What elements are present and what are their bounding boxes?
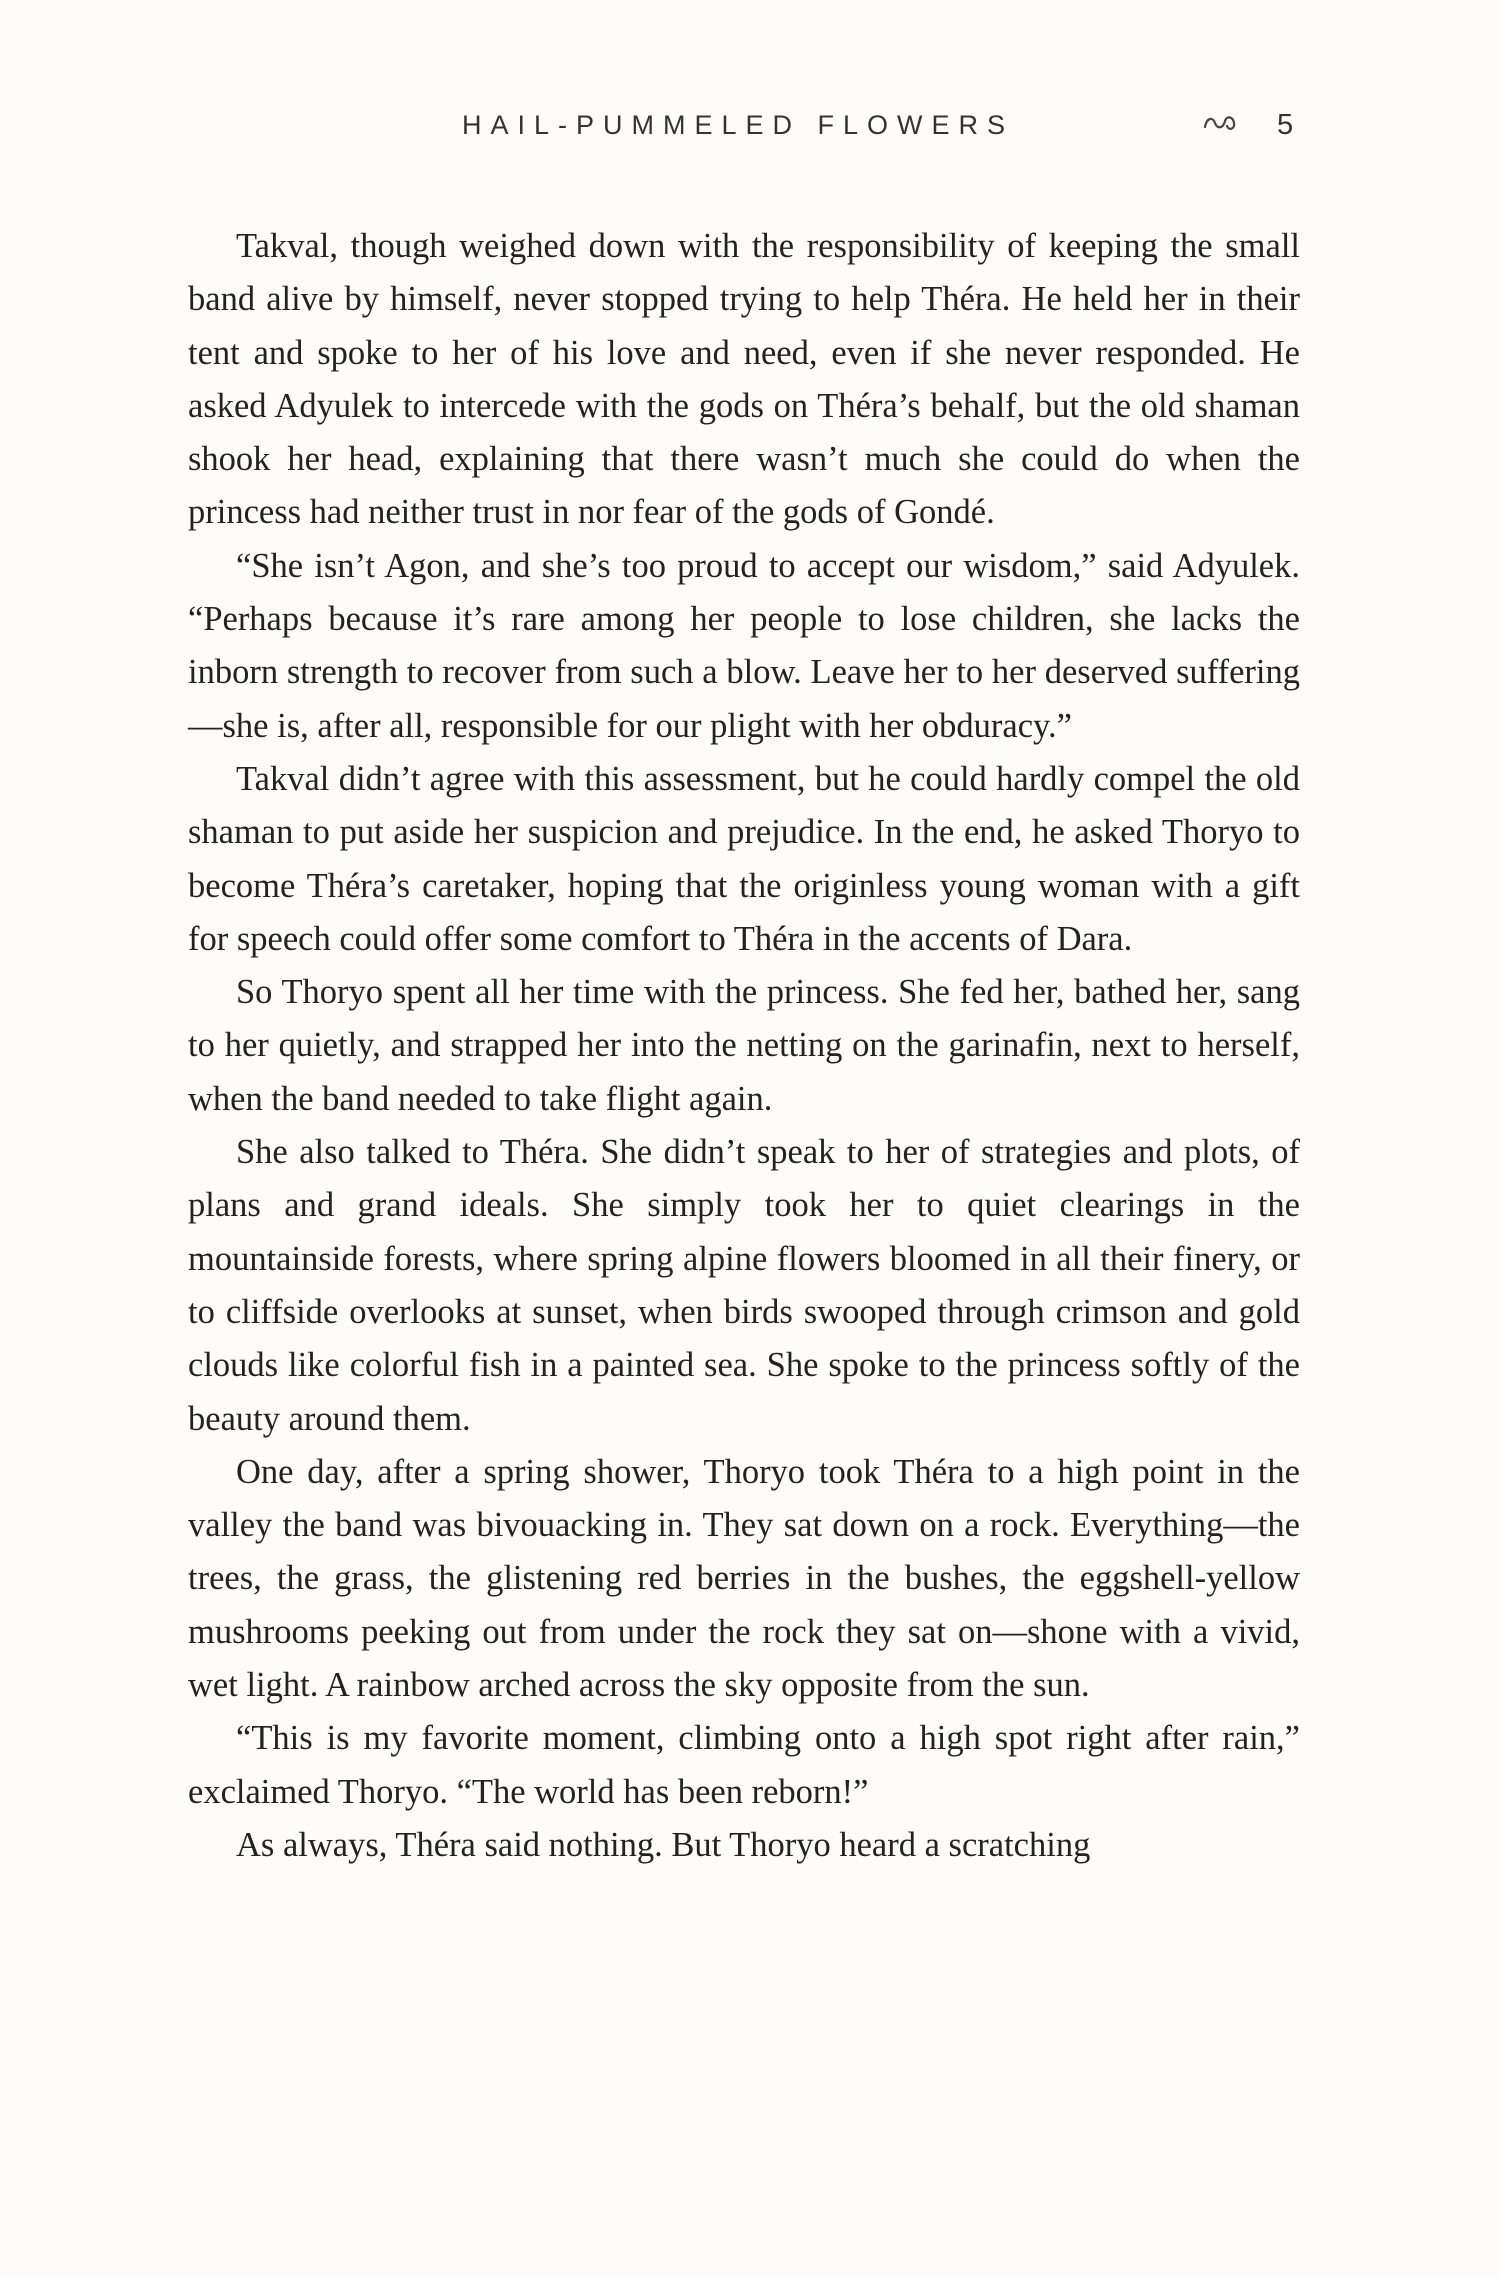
paragraph: One day, after a spring shower, Thoryo took Théra to a high point in the valley the band was bivouacking in. They sat down on a rock. Everything—the trees, the grass, the glistening red berries in the bushes, the eggshell-yellow mushrooms peeking out from under the rock they sat on—shone with a vivid, wet light. A rainbow arched across the sky opposite from the sun.: [188, 1452, 1300, 1705]
paragraph: “This is my favorite moment, climbing onto a high spot right after rain,” exclaimed Thoryo. “The world has been reborn!”: [188, 1719, 1300, 1811]
paragraph: Takval, though weighed down with the responsibility of keeping the small band alive by himself, never stopped trying to help Théra. He held her in their tent and spoke to her of his love and need, even if she never responded. He asked Adyulek to intercede with the gods on Théra’s behalf, but the old shaman shook her head, explaining that there wasn’t much she could do when the princess had neither trust in nor fear of the gods of Gondé.: [188, 227, 1300, 532]
paragraph: Takval didn’t agree with this assessment, but he could hardly compel the old shaman to put aside her suspicion and prejudice. In the end, he asked Thoryo to become Théra’s caretaker, hoping that the originless young woman with a gift for speech could offer some comfort to Théra in the accents of Dara.: [188, 759, 1300, 958]
body-text: [188, 220, 1300, 1872]
flourish-icon: [1203, 111, 1237, 135]
paragraph: “She isn’t Agon, and she’s too proud to accept our wisdom,” said Adyulek. “Perhaps because it’s rare among her people to lose children, she lacks the inborn strength to recover from such a blow. Leave her to her deserved suffering—she is, after all, responsible for our plight with her obduracy.”: [188, 546, 1300, 745]
paragraph: As always, Théra said nothing. But Thoryo heard a scratching: [236, 1825, 1091, 1864]
page-number: 5: [1277, 109, 1294, 141]
running-title: HAIL-PUMMELED FLOWERS: [462, 110, 1015, 140]
paragraph: So Thoryo spent all her time with the princess. She fed her, bathed her, sang to her quietly, and strapped her into the netting on the garinafin, next to herself, when the band needed to take flight again.: [188, 973, 1300, 1118]
running-head: [0, 105, 1500, 145]
paragraph: She also talked to Théra. She didn’t speak to her of strategies and plots, of plans and grand ideals. She simply took her to quiet clearings in the mountainside forests, where spring alpine flowers bloomed in all their finery, or to cliffside overlooks at sunset, when birds swooped through crimson and gold clouds like colorful fish in a painted sea. She spoke to the princess softly of the beauty around them.: [188, 1133, 1300, 1438]
